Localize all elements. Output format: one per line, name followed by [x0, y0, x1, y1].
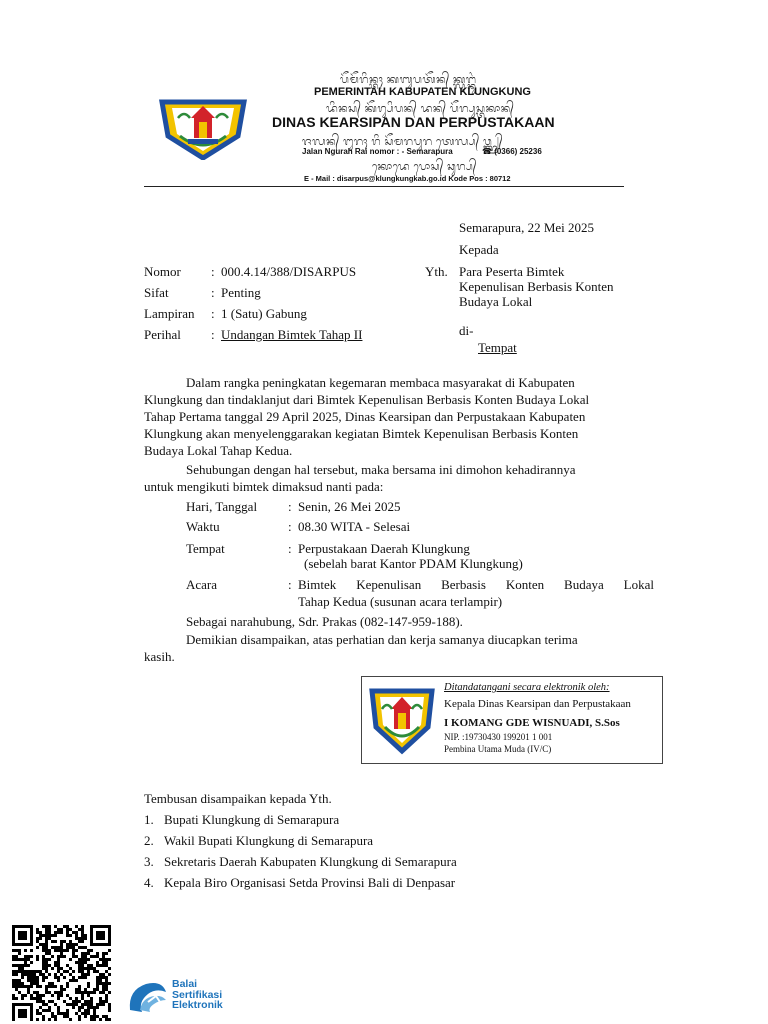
- meta-colon: :: [211, 327, 215, 342]
- paragraph-line: Klungkung dan tindaklanjut dari Bimtek Kepenulisan Berbasis Konten Budaya Lokal: [144, 392, 590, 407]
- letterhead-divider: [144, 186, 624, 187]
- meta-colon: :: [211, 264, 215, 279]
- meta-label-perihal: Perihal: [144, 327, 181, 342]
- meta-label-lampiran: Lampiran: [144, 306, 195, 321]
- detail-label-agenda: Acara: [186, 577, 218, 592]
- di-label: di-: [459, 323, 474, 338]
- paragraph-line: Tahap Pertama tanggal 29 April 2025, Dinas Kearsipan dan Perpustakaan Kabupaten: [144, 409, 586, 424]
- klungkung-regency-emblem-icon: [158, 96, 248, 160]
- agency-name: DINAS KEARSIPAN DAN PERPUSTAKAAN: [272, 114, 555, 130]
- contact-line: Sebagai narahubung, Sdr. Prakas (082-147-959-188).: [186, 614, 463, 629]
- tembusan-heading: Tembusan disampaikan kepada Yth.: [144, 791, 332, 806]
- paragraph-line: Sehubungan dengan hal tersebut, maka bersama ini dimohon kehadirannya: [186, 462, 576, 477]
- paragraph-line: Klungkung akan menyelenggarakan kegiatan Bimtek Kepenulisan Berbasis Konten: [144, 426, 579, 441]
- detail-value-date: Senin, 26 Mei 2025: [298, 499, 401, 514]
- recipient-line: Kepenulisan Berbasis Konten: [459, 279, 614, 294]
- bsre-line: Sertifikasi: [172, 988, 223, 1001]
- tembusan-item: Sekretaris Daerah Kabupaten Klungkung di Semarapura: [164, 854, 457, 869]
- meta-label-sifat: Sifat: [144, 285, 169, 300]
- detail-value-agenda-note: Tahap Kedua (susunan acara terlampir): [298, 594, 503, 609]
- detail-colon: :: [288, 541, 292, 556]
- balinese-script-line-2: ᬤᬶᬦᬲ᭄ ᬓᭂᬭ᭄ᬲᬶᬧᬦ᭄ ᬤᬦ᭄ ᬧᭂᬭ᭄ᬧᬸᬲ᭄ᬢᬓᬵᬦ᭄: [326, 103, 515, 115]
- detail-colon: :: [288, 499, 292, 514]
- bsre-line: Elektronik: [172, 999, 223, 1011]
- verification-qr-code-icon[interactable]: [12, 925, 114, 1021]
- tempat-label: Tempat: [478, 340, 517, 355]
- detail-value-time: 08.30 WITA - Selesai: [298, 519, 411, 534]
- bsre-text: [172, 979, 223, 1011]
- recipient-line: Budaya Lokal: [459, 294, 533, 309]
- body-paragraph-1: [144, 374, 660, 459]
- address-text: Jalan Ngurah Rai nomor : - Semarapura: [302, 147, 453, 156]
- meta-value-sifat: Penting: [221, 285, 261, 300]
- paragraph-line: Dalam rangka peningkatan kegemaran membaca masyarakat di Kabupaten: [186, 375, 575, 390]
- paragraph-line: kasih.: [144, 649, 175, 664]
- detail-value-place: Perpustakaan Daerah Klungkung: [298, 541, 470, 556]
- kepada-label: Kepada: [459, 242, 499, 257]
- signed-electronically-note: Ditandatangani secara elektronik oleh:: [444, 682, 610, 693]
- detail-value-agenda: Bimtek Kepenulisan Berbasis Konten Budaya Lokal: [298, 577, 654, 592]
- paragraph-line: Budaya Lokal Tahap Kedua.: [144, 443, 293, 458]
- balinese-script-line-3: ᬚᬮᬦ᭄ ᬗᬸᬭᬄ ᬭᬶ ᬲᭂᬫᬭᬧᬸᬭ ᬢᬾᬮ᭄ᬧ᭄ ᬯ᭄ᬜ᭄ᬚ᭄ᬭ᭄: [302, 136, 504, 148]
- body-paragraph-2: [144, 461, 660, 495]
- tembusan-number: 4.: [144, 875, 154, 890]
- meta-label-nomor: Nomor: [144, 264, 181, 279]
- government-name: PEMERINTAH KABUPATEN KLUNGKUNG: [314, 86, 531, 98]
- balinese-script-line-1: ᬧᭂᬫᭂᬭᬶᬦ᭄ᬢᬄ ᬓᬩᬸᬧᬢᭂᬦ᭄ ᬓ᭄ᬮᬸᬗ᭄ᬓᬸᬂ: [340, 74, 477, 86]
- detail-label-date: Hari, Tanggal: [186, 499, 258, 514]
- closing-paragraph: [144, 631, 660, 665]
- detail-colon: :: [288, 519, 292, 534]
- detail-label-place: Tempat: [186, 541, 225, 556]
- detail-colon: :: [288, 577, 292, 592]
- meta-value-lampiran: 1 (Satu) Gabung: [221, 306, 307, 321]
- tembusan-item: Kepala Biro Organisasi Setda Provinsi Bali di Denpasar: [164, 875, 456, 890]
- tembusan-item: Wakil Bupati Klungkung di Semarapura: [164, 833, 374, 848]
- meta-value-perihal: Undangan Bimtek Tahap II: [221, 327, 363, 342]
- electronic-signature-box: [361, 676, 663, 764]
- tembusan-number: 3.: [144, 854, 154, 869]
- email-postal-line: E - Mail : disarpus@klungkungkab.go.id Kode Pos : 80712: [304, 174, 511, 183]
- bsre-logo-icon: [126, 980, 168, 1014]
- signer-name: I KOMANG GDE WISNUADI, S.Sos: [444, 717, 620, 729]
- paragraph-line: untuk mengikuti bimtek dimaksud nanti pada:: [144, 479, 384, 494]
- signer-nip: NIP. :19730430 199201 1 001: [444, 732, 553, 742]
- tembusan-number: 2.: [144, 833, 154, 848]
- detail-label-time: Waktu: [186, 519, 220, 534]
- balinese-script-line-4: ᬓᭀᬤᬾ ᬧᭀᬲ᭄ ᬘᬸᬭ᭄ᬧ᭄: [372, 161, 478, 173]
- meta-colon: :: [211, 285, 215, 300]
- phone-text: ☎ (0366) 25236: [482, 147, 542, 156]
- signer-rank: Pembina Utama Muda (IV/C): [444, 744, 552, 754]
- bsre-line: Balai: [172, 978, 198, 990]
- paragraph-line: Demikian disampaikan, atas perhatian dan kerja samanya diucapkan terima: [186, 632, 578, 647]
- yth-label: Yth.: [425, 264, 448, 279]
- recipient-line: Para Peserta Bimtek: [459, 264, 565, 279]
- meta-value-nomor: 000.4.14/388/DISARPUS: [221, 264, 357, 279]
- tembusan-number: 1.: [144, 812, 154, 827]
- detail-value-place-note: (sebelah barat Kantor PDAM Klungkung): [304, 556, 523, 571]
- signer-position: Kepala Dinas Kearsipan dan Perpustakaan: [444, 698, 631, 710]
- place-date: Semarapura, 22 Mei 2025: [459, 220, 595, 235]
- meta-colon: :: [211, 306, 215, 321]
- klungkung-regency-emblem-icon: [368, 685, 436, 755]
- tembusan-item: Bupati Klungkung di Semarapura: [164, 812, 340, 827]
